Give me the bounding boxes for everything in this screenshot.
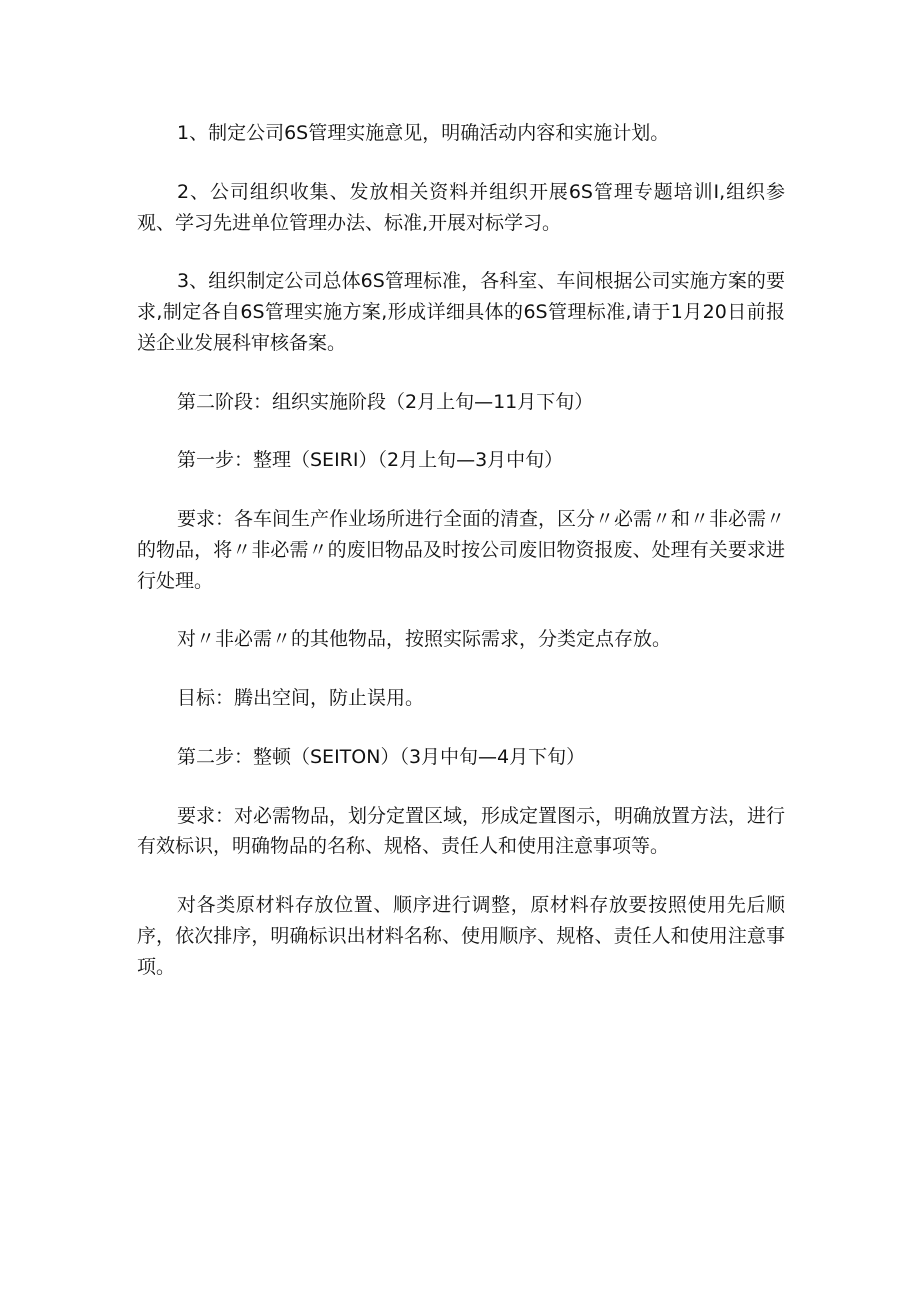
paragraph-2: 2、公司组织收集、发放相关资料并组织开展6S管理专题培训I,组织参观、学习先进单位管理办法、标准,开展对标学习。 bbox=[137, 180, 785, 234]
step-two-materials: 对各类原材料存放位置、顺序进行调整，原材料存放要按照使用先后顺序，依次排序，明确标识出材料名称、使用顺序、规格、责任人和使用注意事项。 bbox=[137, 894, 785, 978]
step-two-heading: 第二步：整顿（SEITON）（3月中旬—4月下旬） bbox=[177, 745, 586, 768]
step-one-goal: 目标：腾出空间，防止误用。 bbox=[177, 687, 425, 710]
paragraph-3: 3、组织制定公司总体6S管理标准，各科室、车间根据公司实施方案的要求,制定各自6S管理实施方案,形成详细具体的6S管理标准,请于1月20日前报送企业发展科审核备案。 bbox=[137, 270, 785, 354]
step-one-other-items: 对〃非必需〃的其他物品，按照实际需求，分类定点存放。 bbox=[177, 628, 672, 651]
phase-two-heading: 第二阶段：组织实施阶段（2月上旬—11月下旬） bbox=[177, 390, 594, 413]
paragraph-1: 1、制定公司6S管理实施意见，明确活动内容和实施计划。 bbox=[177, 122, 670, 144]
step-two-requirement: 要求：对必需物品，划分定置区域，形成定置图示，明确放置方法，进行有效标识，明确物品的名称、规格、责任人和使用注意事项等。 bbox=[137, 804, 786, 858]
document-body bbox=[137, 118, 785, 1011]
step-one-heading: 第一步：整理（SEIRI）（2月上旬—3月中旬） bbox=[177, 449, 564, 472]
step-one-requirement: 要求：各车间生产作业场所进行全面的清查，区分〃必需〃和〃非必需〃的物品，将〃非必需〃的废旧物品及时按公司废旧物资报废、处理有关要求进行处理。 bbox=[137, 508, 786, 592]
